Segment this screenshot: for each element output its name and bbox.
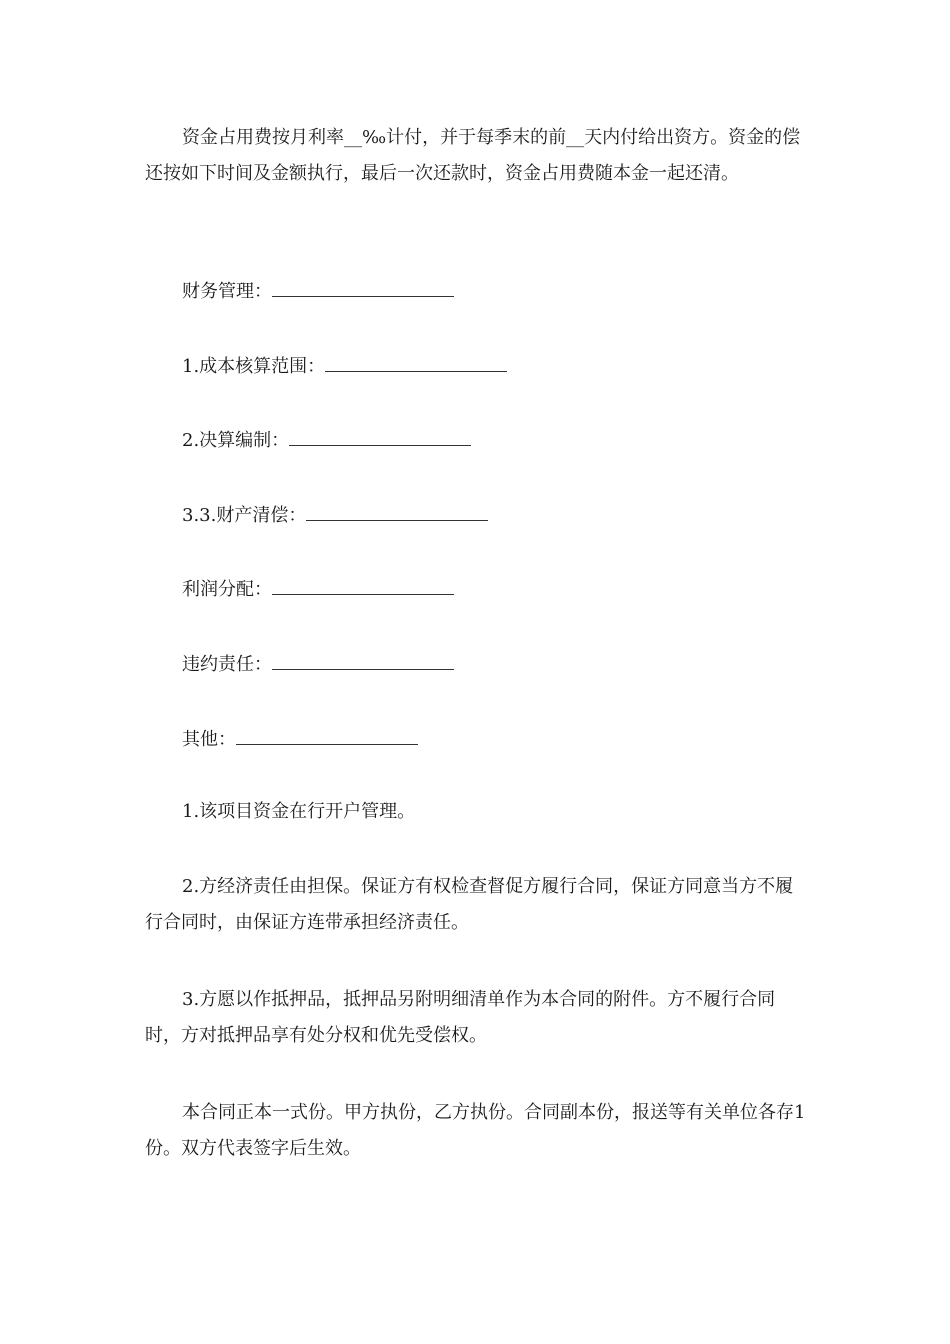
field-other xyxy=(182,726,418,752)
blank-line xyxy=(272,576,454,595)
blank-line xyxy=(272,278,454,297)
field-profit-distribution xyxy=(182,576,454,602)
field-property-settlement xyxy=(182,502,488,528)
blank-line xyxy=(325,353,507,372)
field-cost-scope xyxy=(182,353,507,379)
field-label: 2.决算编制： xyxy=(182,430,290,451)
blank-line xyxy=(306,502,488,521)
blank-line xyxy=(272,651,454,670)
paragraph-item-2: 2.方经济责任由担保。保证方有权检查督促方履行合同，保证方同意当方不履行合同时，由保证方连带承担经济责任。 xyxy=(145,876,794,933)
field-breach-liability xyxy=(182,651,454,677)
blank-line xyxy=(289,427,471,446)
blank-line xyxy=(236,726,418,745)
field-label: 违约责任： xyxy=(182,654,272,675)
paragraph-item-3: 3.方愿以作抵押品，抵押品另附明细清单作为本合同的附件。方不履行合同时，方对抵押品享有处分权和优先受偿权。 xyxy=(145,989,776,1046)
paragraph-final: 本合同正本一式份。甲方执份，乙方执份。合同副本份，报送等有关单位各存1份。双方代表签字后生效。 xyxy=(145,1102,806,1159)
field-label: 其他： xyxy=(182,729,236,750)
field-finance-management xyxy=(182,278,454,304)
field-label: 1.成本核算范围： xyxy=(182,356,326,377)
paragraph-fund-fee: 资金占用费按月利率__‰计付，并于每季末的前__天内付给出资方。资金的偿还按如下时间及金额执行，最后一次还款时，资金占用费随本金一起还清。 xyxy=(145,127,801,184)
field-label: 3.3.财产清偿： xyxy=(182,505,307,526)
field-settlement xyxy=(182,427,471,453)
field-label: 财务管理： xyxy=(182,281,272,302)
field-label: 利润分配： xyxy=(182,579,272,600)
paragraph-item-1: 1.该项目资金在行开户管理。 xyxy=(182,801,416,822)
